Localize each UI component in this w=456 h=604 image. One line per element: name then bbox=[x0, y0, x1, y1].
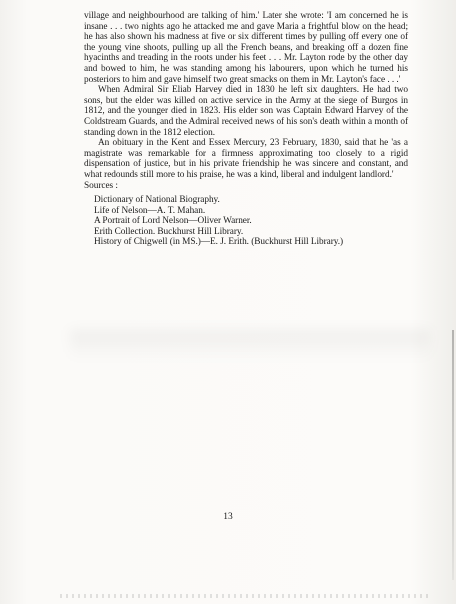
sources-label: Sources : bbox=[84, 180, 118, 191]
source-item: Erith Collection. Buckhurst Hill Library. bbox=[94, 226, 244, 237]
body-text bbox=[84, 11, 408, 248]
scan-shadow bbox=[70, 330, 430, 360]
paragraph-harvey-death: When Admiral Sir Eliab Harvey died in 1830 he left six daughters. He had two sons, but the elder was killed on active service in the Army at the siege of Burgos in 1812, and the younger died in 1823. His elder son was Captain Edward Harvey of the Coldstream Guards, and the Admiral received news of his son's death within a month of standing down in the 1812 election. bbox=[84, 85, 408, 138]
sources-list bbox=[94, 195, 408, 248]
scan-edge bbox=[452, 330, 454, 580]
source-item: A Portrait of Lord Nelson—Oliver Warner. bbox=[94, 216, 252, 227]
scan-artifact bbox=[60, 594, 430, 598]
paragraph-quote-continuation: village and neighbourhood are talking of him.' Later she wrote: 'I am concerned he is insane . . . two nights ago he attacked me and gave Maria a frightful blow on the head; he has also shown his madness at five or six different times by pulling off every one of the young vine shoots, pulling up all the French beans, and breaking off a dozen fine hyacinths and treading in the roots under his feet . . . Mr. Layton rode by the other day and bowed to him, he was standing among his labourers, upon which he turned his posteriors to him and gave himself two great smacks on them in Mr. Layton's face . . .' bbox=[84, 11, 408, 85]
source-item: Life of Nelson—A. T. Mahan. bbox=[94, 205, 206, 216]
source-item: Dictionary of National Biography. bbox=[94, 195, 220, 206]
paragraph-obituary: An obituary in the Kent and Essex Mercury, 23 February, 1830, said that he 'as a magistrate was remarkable for a firmness approximating too closely to a rigid dispensation of justice, but in his private friendship he was sincere and constant, and what redounds still more to his praise, he was a kind, liberal and indulgent landlord.' bbox=[84, 138, 408, 180]
page-number: 13 bbox=[223, 512, 233, 522]
source-item: History of Chigwell (in MS.)—E. J. Erith. (Buckhurst Hill Library.) bbox=[94, 237, 344, 248]
